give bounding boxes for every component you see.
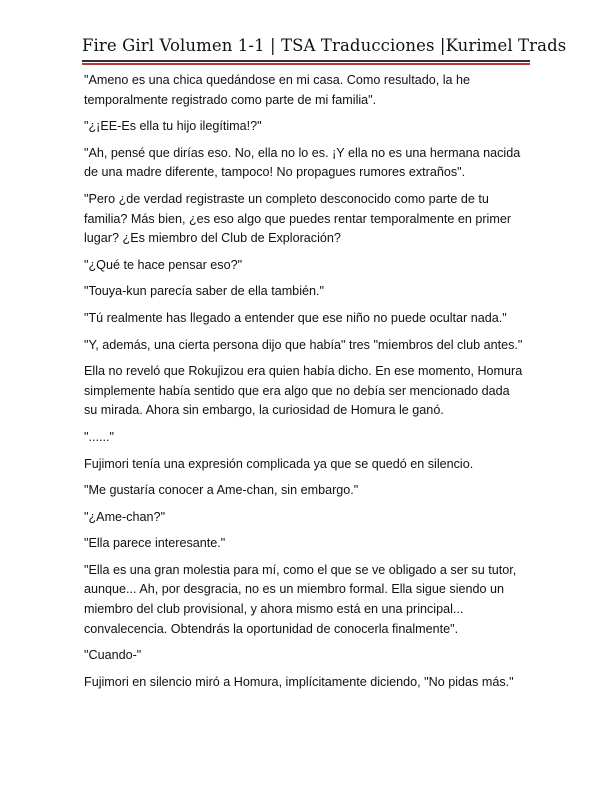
paragraph-14: "Ella parece interesante."	[84, 536, 226, 551]
page-header: Fire Girl Volumen 1-1 | TSA Traducciones |Kurimel Trads	[82, 36, 567, 55]
paragraph-17: Fujimori en silencio miró a Homura, implícitamente diciendo, "No pidas más."	[84, 674, 514, 689]
paragraph-8: "Y, además, una cierta persona dijo que había" tres "miembros del club antes."	[84, 337, 523, 352]
paragraph-2: "¿¡EE-Es ella tu hijo ilegítima!?"	[84, 119, 262, 134]
paragraph-11: Fujimori tenía una expresión complicada ya que se quedó en silencio.	[84, 456, 474, 471]
paragraph-5: "¿Qué te hace pensar eso?"	[84, 257, 243, 272]
paragraph-10: "......"	[84, 429, 114, 444]
header-rule-dark	[82, 60, 530, 62]
paragraph-16: "Cuando-"	[84, 648, 142, 663]
paragraph-3: "Ah, pensé que dirías eso. No, ella no lo es. ¡Y ella no es una hermana nacida de una madre diferente, tampoco! No propagues rumores extraños".	[84, 145, 521, 180]
paragraph-6: "Touya-kun parecía saber de ella también."	[84, 284, 324, 299]
paragraph-7: "Tú realmente has llegado a entender que ese niño no puede ocultar nada."	[84, 310, 507, 325]
body-text	[84, 71, 526, 699]
paragraph-1: "Ameno es una chica quedándose en mi casa. Como resultado, la he temporalmente registrado como parte de mi familia".	[84, 73, 471, 107]
header-rule-red	[82, 63, 530, 65]
paragraph-15: "Ella es una gran molestia para mí, como el que se ve obligado a ser su tutor, aunque... Ah, por desgracia, no es un miembro formal. Ella sigue siendo un miembro del club provisional, y ahora mismo está en una principal... convalecencia. Obtendrás la oportunidad de conocerla finalmente".	[84, 562, 517, 636]
paragraph-13: "¿Ame-chan?"	[84, 509, 166, 524]
paragraph-12: "Me gustaría conocer a Ame-chan, sin embargo."	[84, 483, 359, 498]
paragraph-9: Ella no reveló que Rokujizou era quien había dicho. En ese momento, Homura simplemente había sentido que era algo que no debía ser mencionado dada su mirada. Ahora sin embargo, la curiosidad de Homura le ganó.	[84, 364, 523, 418]
paragraph-4: "Pero ¿de verdad registraste un completo desconocido como parte de tu familia? Más bien, ¿es eso algo que puedes rentar temporalmente en primer lugar? ¿Es miembro del Club de Exploración?	[84, 191, 512, 246]
